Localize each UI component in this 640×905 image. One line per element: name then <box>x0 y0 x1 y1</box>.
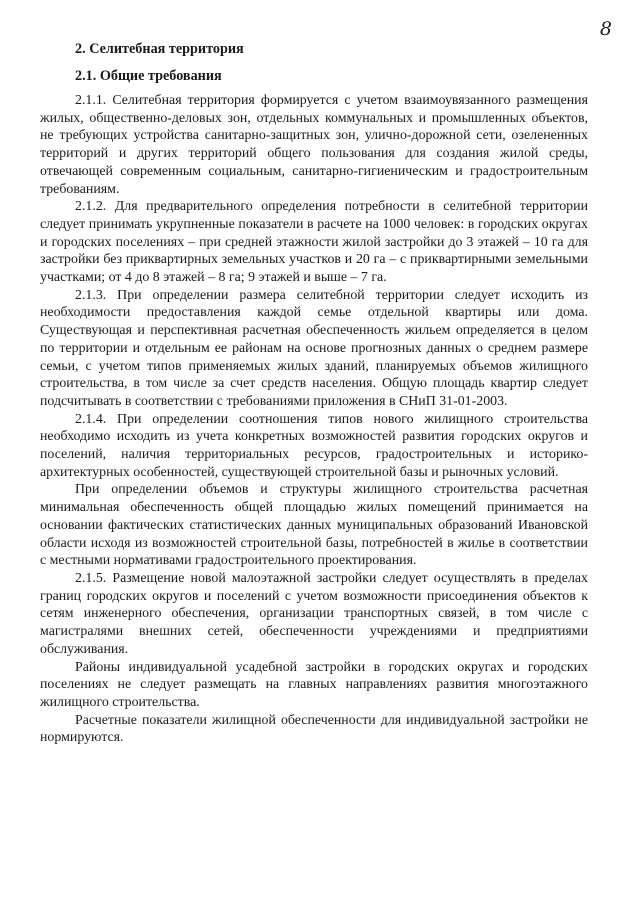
paragraph-2-1-1: 2.1.1. Селитебная территория формируется с учетом взаимоувязанного размещения жилых, общественно-деловых зон, отдельных коммунальных и промышленных объектов, не требующих устройства санитарно-защитных зон, улично-дорожной сети, озелененных территорий и других территорий общего пользования для создания жилой среды, отвечающей современным социальным, санитарно-гигиеническим и градостроительным требованиям. <box>40 93 588 197</box>
page-number: 8 <box>599 18 612 40</box>
paragraph-not-normalized: Расчетные показатели жилищной обеспеченности для индивидуальной застройки не нормируются. <box>40 712 588 746</box>
section-title: 2. Селитебная территория <box>75 41 244 57</box>
paragraph-2-1-3: 2.1.3. При определении размера селитебной территории следует исходить из необходимости предоставления каждой семье отдельной квартиры или дома. Существующая и перспективная расчетная обеспеченность жильем определяется в целом по территории и отдельным ее районам на основе прогнозных данных о среднем размере семьи, с учетом типов применяемых жилых зданий, планируемых объемов жилищного строительства, в том числе за счет средств населения. Общую площадь квартир следует подсчитывать в соответствии с требованиями приложения в СНиП 31-01-2003. <box>40 287 588 409</box>
paragraph-housing-volume: При определении объемов и структуры жилищного строительства расчетная минимальная обеспеченность общей площадью жилых помещений принимается на основании фактических статистических данных муниципальных образований Ивановской области исходя из возможностей строительной базы, потребностей в жилье в соответствии с местными нормативами градостроительного проектирования. <box>40 482 588 569</box>
document-body <box>40 40 588 747</box>
subsection-title: 2.1. Общие требования <box>75 68 222 84</box>
paragraph-2-1-4: 2.1.4. При определении соотношения типов нового жилищного строительства необходимо исходить из учета конкретных возможностей развития городских округов и поселений, наличия территориальных ресурсов, градостроительных и историко-архитектурных особенностей, существующей строительной базы и рыночных условий. <box>40 411 588 480</box>
paragraph-individual-districts: Районы индивидуальной усадебной застройки в городских округах и городских поселениях не следует размещать на главных направлениях развития многоэтажного жилищного строительства. <box>40 659 588 710</box>
paragraph-2-1-2: 2.1.2. Для предварительного определения потребности в селитебной территории следует принимать укрупненные показатели в расчете на 1000 человек: в городских округах и городских поселениях – при средней этажности жилой застройки до 3 этажей – 10 га для застройки без приквартирных земельных участков и 20 га – с приквартирными земельными участками; от 4 до 8 этажей – 8 га; 9 этажей и выше – 7 га. <box>40 199 588 286</box>
paragraph-2-1-5: 2.1.5. Размещение новой малоэтажной застройки следует осуществлять в пределах границ городских округов и поселений с учетом возможности присоединения объектов к сетям инженерного обеспечения, организации транспортных связей, в том числе с магистралями внешних сетей, обеспеченности учреждениями и предприятиями обслуживания. <box>40 570 588 657</box>
